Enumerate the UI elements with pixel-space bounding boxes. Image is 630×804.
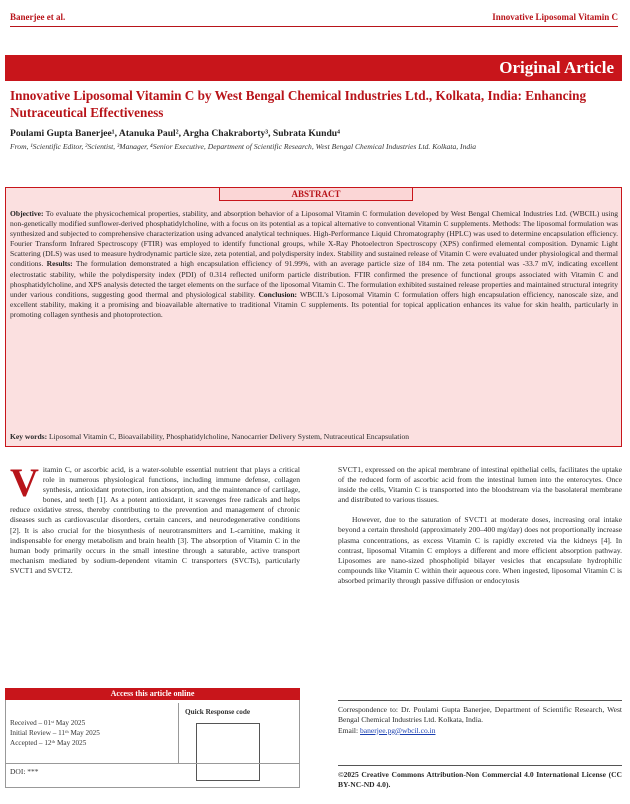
conclusion-label: Conclusion: (258, 289, 298, 299)
abstract-heading: ABSTRACT (219, 187, 413, 201)
objective-label: Objective: (10, 209, 44, 218)
running-header-authors: Banerjee et al. (10, 12, 66, 22)
keywords-label: Key words: (10, 432, 48, 441)
correspondence-rule (338, 700, 622, 701)
qr-code-label: Quick Response code (185, 708, 251, 716)
article-dates (10, 718, 100, 748)
email-label: Email: (338, 725, 361, 735)
access-divider-vertical (178, 703, 179, 763)
article-type-banner: Original Article (5, 55, 622, 81)
drop-cap: V (10, 460, 39, 505)
conclusion-text: WBCIL's Liposomal Vitamin C formulation offers high encapsulation efficiency, nanoscale size, and excellent stability, making it a promising and bioavailable alternative to traditional Vitamin C supplements. Its potential for topical application enhances its value for skin health, particularly in promoting collagen synthesis and photoprotection. (10, 289, 619, 319)
license-notice: ©2025 Creative Commons Attribution-Non Commercial 4.0 International License (CC BY-NC-ND 4.0). (338, 770, 622, 790)
access-article-heading: Access this article online (5, 688, 300, 700)
accepted-date: Accepted – 12ᵗʰ May 2025 (10, 739, 87, 747)
email-link[interactable]: banerjee.pg@wbcil.co.in (360, 725, 436, 735)
article-title: Innovative Liposomal Vitamin C by West Bengal Chemical Industries Ltd., Kolkata, India: Enhancing Nutraceutical Effectiveness (10, 88, 587, 120)
doi: DOI: *** (10, 767, 39, 776)
intro-paragraph-1: itamin C, or ascorbic acid, is a water-soluble essential nutrient that plays a critical role in numerous physiological functions, including immune defense, collagen synthesis, antioxidant protection, iron absorption, and the maintenance of cartilage, bones, and teeth [1]. As a potent antioxidant, it scavenges free radicals and helps reduce oxidative stress, thereby contributing to the prevention and management of chronic diseases such as cardiovascular disorders, certain cancers, and neurodegenerative conditions [2]. It is also crucial for the biosynthesis of neurotransmitters and L-carnitine, making it indispensable for energy metabolism and brain health [3]. The absorption of Vitamin C in the human body primarily occurs in the small intestine through a saturable, active transport mechanism mediated by sodium-dependent vitamin C transporters (SVCTs), particularly SVCT1 and SVCT2. (10, 465, 300, 575)
intro-paragraph-2: SVCT1, expressed on the apical membrane of intestinal epithelial cells, facilitates the uptake of the reduced form of ascorbic acid from the intestinal lumen into the enterocytes. Once inside the cells, Vitamin C is transported into the bloodstream via the basolateral membrane and distributed to various tissues. (338, 465, 622, 505)
license-rule (338, 765, 622, 766)
results-label: Results: (46, 259, 73, 269)
abstract-text (10, 209, 618, 320)
review-date: Initial Review – 11ᵗʰ May 2025 (10, 729, 100, 737)
access-divider-horizontal (5, 763, 300, 764)
running-header-title: Innovative Liposomal Vitamin C (492, 12, 618, 22)
running-header (10, 12, 618, 27)
received-date: Received – 01ˢᵗ May 2025 (10, 719, 86, 727)
keywords-text: Liposomal Vitamin C, Bioavailability, Phosphatidylcholine, Nanocarrier Delivery System, Nutraceutical Encapsulation (47, 432, 410, 441)
body-column-right (338, 465, 622, 596)
results-text: The formulation demonstrated a high encapsulation efficiency of 91.99%, with an average particle size of 184 nm. The zeta potential was -33.7 mV, indicating excellent electrostatic stability, while the polydispersity index (PDI) of 0.314 reflected uniform particle distribution. FTIR confirmed the presence of functional groups associated with Vitamin C and phosphatidylcholine, and XPS analysis detected the target elements on the surface of the liposomal Vitamin C. The formulation exhibited sustained release properties and maintained structural integrity under various conditions, suggesting good thermal and physiological stability. (10, 259, 618, 299)
body-column-left (10, 460, 300, 576)
correspondence-text: Correspondence to: Dr. Poulami Gupta Banerjee, Department of Scientific Research, West Bengal Chemical Industries Ltd. Kolkata, India. (338, 705, 622, 725)
objective-text: To evaluate the physicochemical properties, stability, and absorption behavior of a Liposomal Vitamin C formulation developed by West Bengal Chemical Industries Ltd. (WBCIL) using non-genetically modified sunflower-derived phosphatidylcholine, with a focus on its potential as a topical alternative to conventional Vitamin C supplements. Methods: The liposomal formulation was synthesized and subjected to comprehensive characterization using advanced analytical techniques. High-Performance Liquid Chromatography (HPLC) was used to determine encapsulation efficiency. Fourier Transform Infrared Spectroscopy (FTIR) was employed to identify functional groups, while X-Ray Photoelectron Spectroscopy (XPS) confirmed elemental composition. Dynamic Light Scattering (DLS) was used to measure hydrodynamic particle size, zeta potential, and polydispersity index. Stability and sustained release of Vitamin C were evaluated under physiological and thermal conditions. (10, 209, 618, 269)
qr-code-placeholder[interactable] (196, 723, 260, 781)
keywords (10, 432, 618, 441)
author-list: Poulami Gupta Banerjee¹, Atanuka Paul², Argha Chakraborty³, Subrata Kundu⁴ (10, 128, 341, 139)
intro-paragraph-3: However, due to the saturation of SVCT1 at moderate doses, increasing oral intake beyond a certain threshold (approximately 200–400 mg/day) does not proportionally increase plasma concentrations, as excess Vitamin C is rapidly excreted via the kidneys [4]. In contrast, liposomal Vitamin C employs a different and more efficient absorption pathway. Liposomes are nano-sized phospholipid bilayer vesicles that encapsulate hydrophilic compounds like Vitamin C within their aqueous core. When ingested, liposomal Vitamin C is absorbed primarily through passive diffusion or endocytosis (338, 515, 622, 585)
author-affiliation: From, ¹Scientific Editor, ²Scientist, ³Manager, ⁴Senior Executive, Department of Scientific Research, West Bengal Chemical Industries Ltd. Kolkata, India (10, 142, 477, 151)
correspondence (338, 705, 622, 736)
